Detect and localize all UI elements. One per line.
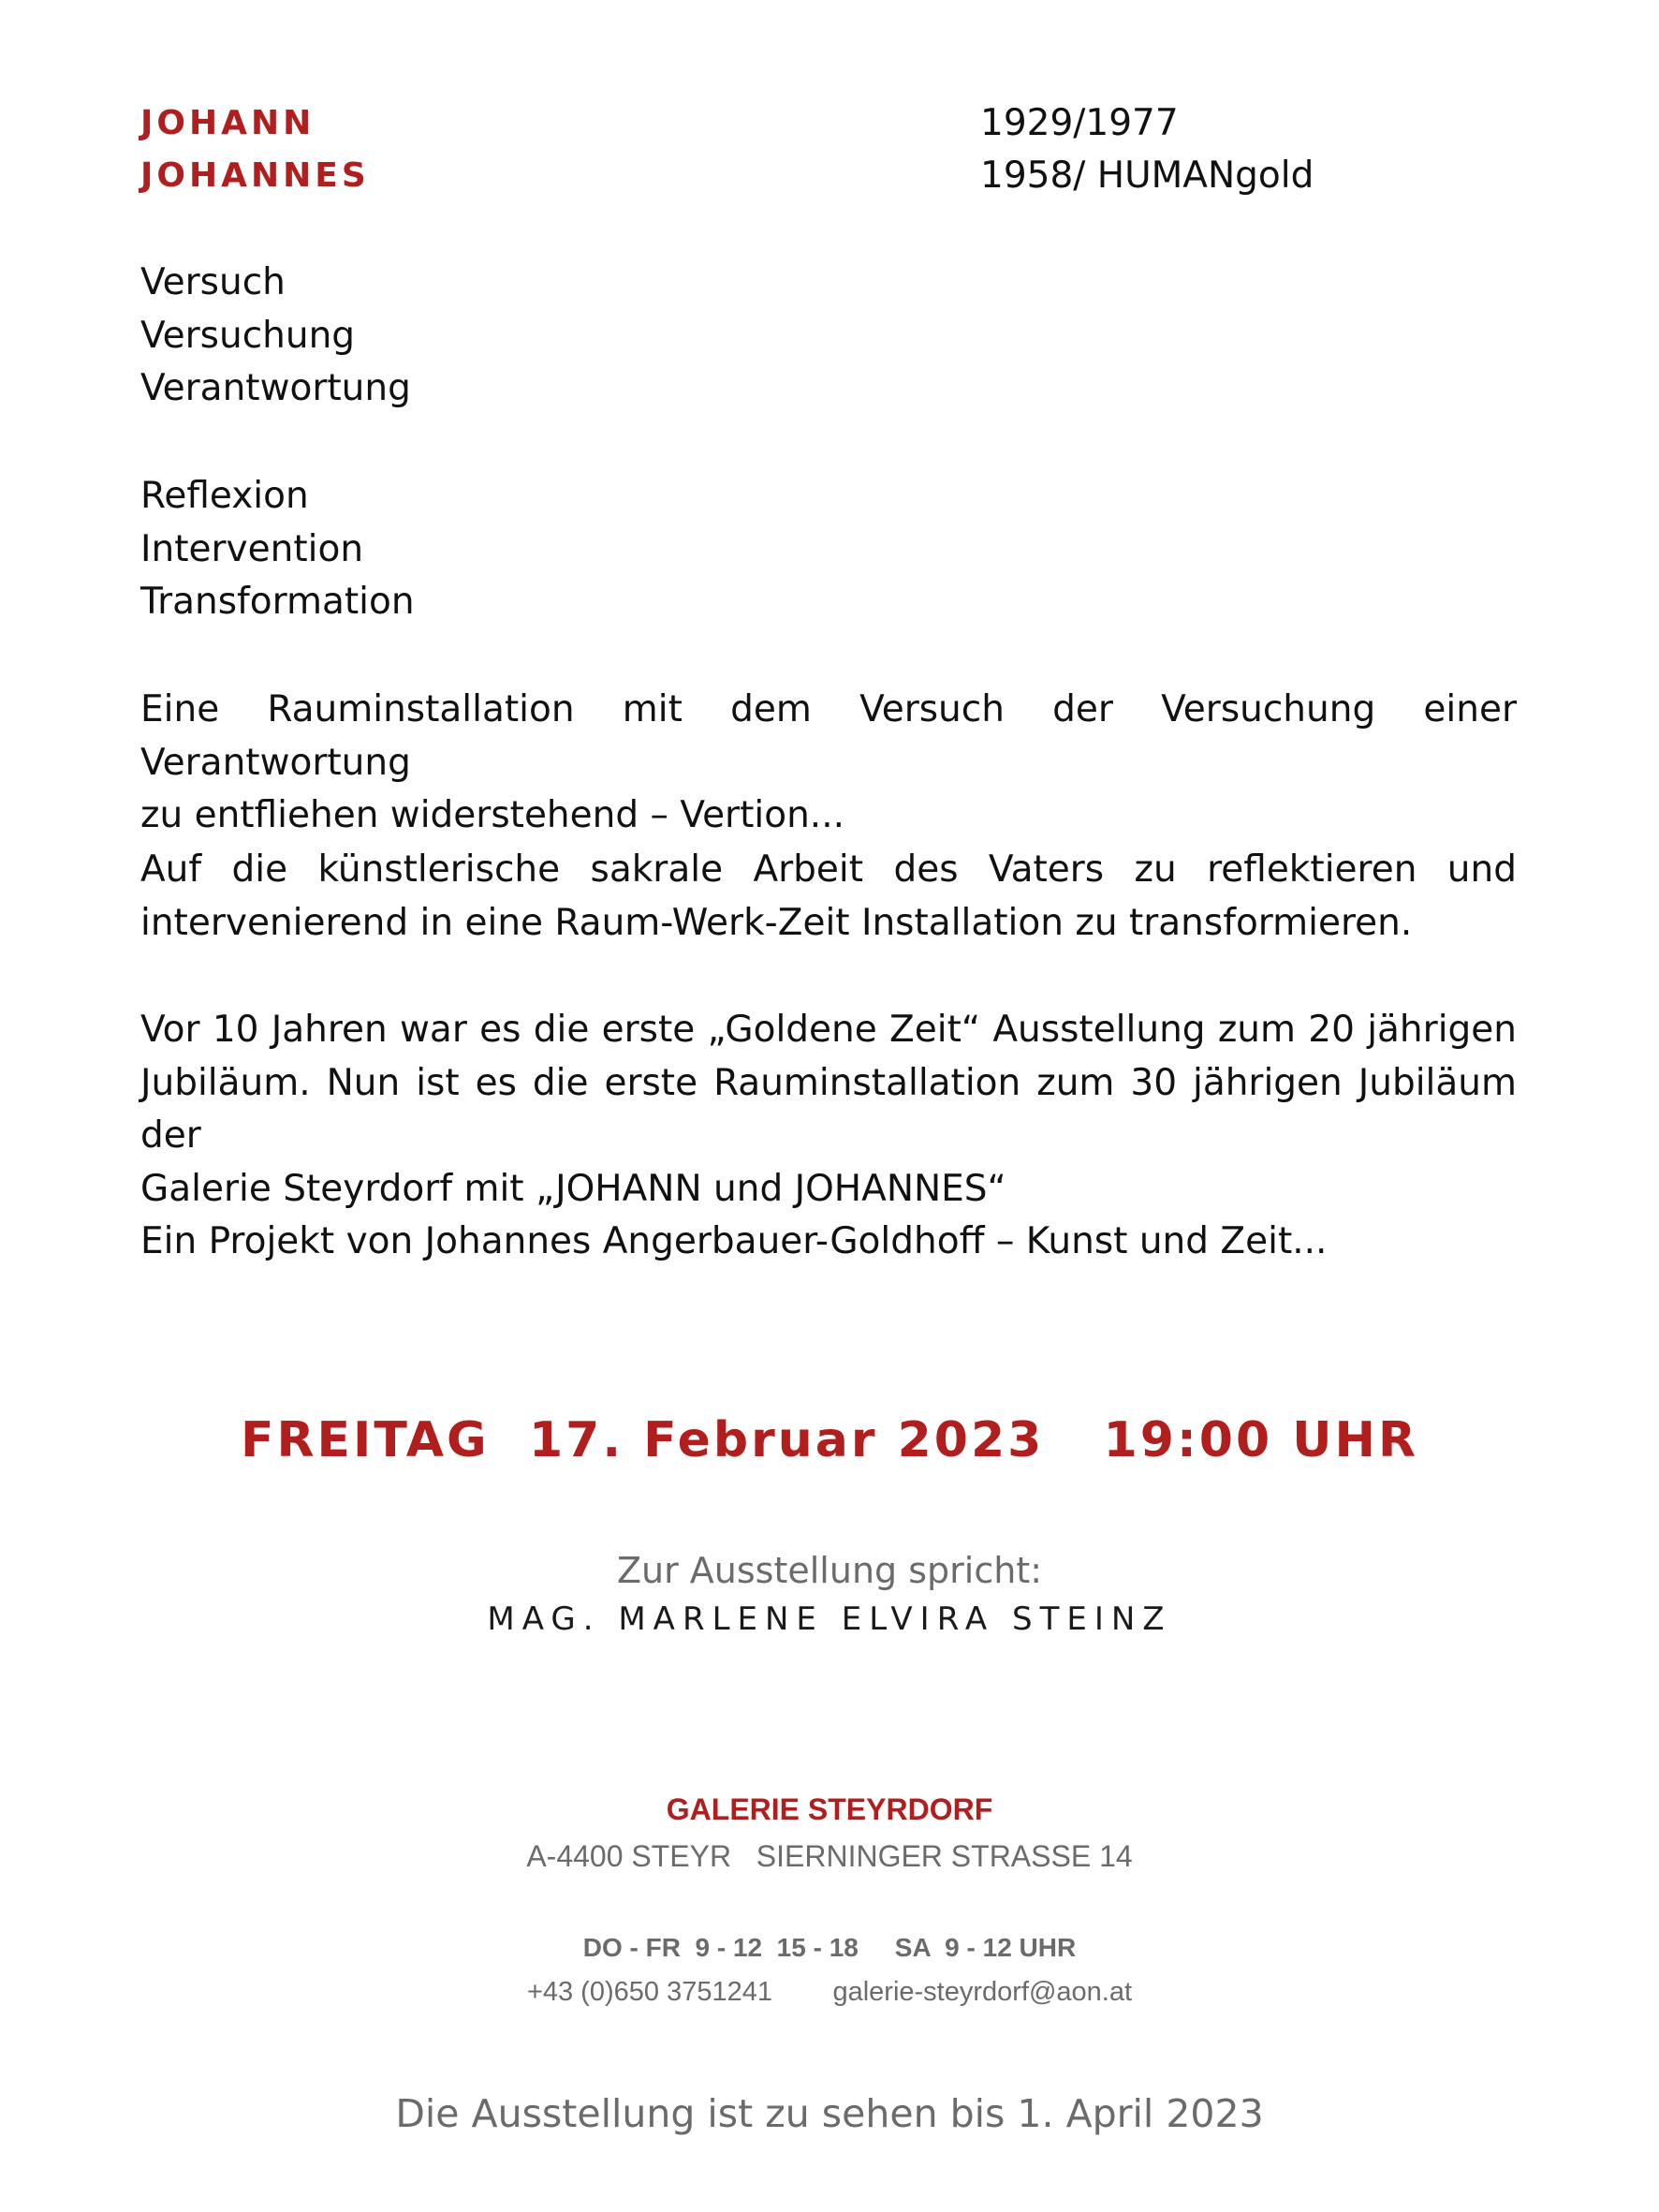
hours-weekday: DO - FR 9 - 12 15 - 18 (582, 1933, 859, 1962)
email-address: galerie-steyrdorf@aon.at (832, 1977, 1133, 2007)
gallery-address (0, 1839, 1659, 1874)
event-datetime (0, 1412, 1659, 1468)
word-item: Verantwortung (140, 367, 411, 409)
word-group-1 (140, 257, 411, 416)
word-item: Versuchung (140, 314, 356, 357)
exhibition-end-note: Die Ausstellung ist zu sehen bis 1. April 2023 (395, 2091, 1264, 2136)
artist-name-johannes: JOHANNES (140, 156, 370, 195)
event-time: 19:00 UHR (1103, 1412, 1419, 1468)
speaker-name: MAG. MARLENE ELVIRA STEINZ (487, 1600, 1172, 1638)
speaker-intro: Zur Ausstellung spricht: (616, 1550, 1043, 1591)
paragraph-line: Auf die künstlerische sakrale Arbeit des Vaters zu reflektieren und (140, 848, 1517, 891)
paragraph-line: intervenierend in eine Raum-Werk-Zeit Installation zu transformieren. (140, 901, 1413, 944)
opening-hours (0, 1933, 1659, 1963)
paragraph-line: zu entfliehen widerstehend – Vertion... (140, 794, 844, 836)
paragraph-line: Ein Projekt von Johannes Angerbauer-Goldhoff – Kunst und Zeit... (140, 1220, 1328, 1262)
word-item: Reflexion (140, 475, 309, 517)
artist-name-johann: JOHANN (140, 104, 316, 142)
hours-saturday: SA 9 - 12 UHR (894, 1933, 1077, 1962)
address-city: A-4400 STEYR (526, 1839, 732, 1873)
word-item: Transformation (140, 581, 415, 623)
paragraph-line: Galerie Steyrdorf mit „JOHANN und JOHANNES“ (140, 1167, 1006, 1210)
paragraph-father-work (140, 844, 1517, 950)
gallery-contact (0, 1977, 1659, 2008)
date-line-2: 1958/ HUMANgold (980, 155, 1314, 197)
paragraph-line: Jubiläum. Nun ist es die erste Rauminstallation zum 30 jährigen Jubiläum der (140, 1061, 1517, 1157)
word-item: Versuch (140, 261, 286, 303)
paragraph-line: Vor 10 Jahren war es die erste „Goldene Zeit“ Ausstellung zum 20 jährigen (140, 1009, 1517, 1051)
gallery-name: GALERIE STEYRDORF (666, 1792, 993, 1826)
word-group-2 (140, 470, 415, 629)
paragraph-installation (140, 684, 1517, 843)
paragraph-anniversary (140, 1004, 1517, 1269)
word-item: Intervention (140, 527, 364, 570)
artist-names (140, 97, 370, 202)
address-street: SIERNINGER STRASSE 14 (756, 1839, 1133, 1873)
paragraph-line: Eine Rauminstallation mit dem Versuch der Versuchung einer Verantwortung (140, 688, 1517, 784)
event-day: FREITAG (240, 1412, 490, 1468)
date-line-1: 1929/1977 (980, 102, 1179, 144)
phone-number: +43 (0)650 3751241 (526, 1977, 772, 2007)
event-date: 17. Februar 2023 (528, 1412, 1045, 1468)
artist-dates (980, 97, 1314, 202)
